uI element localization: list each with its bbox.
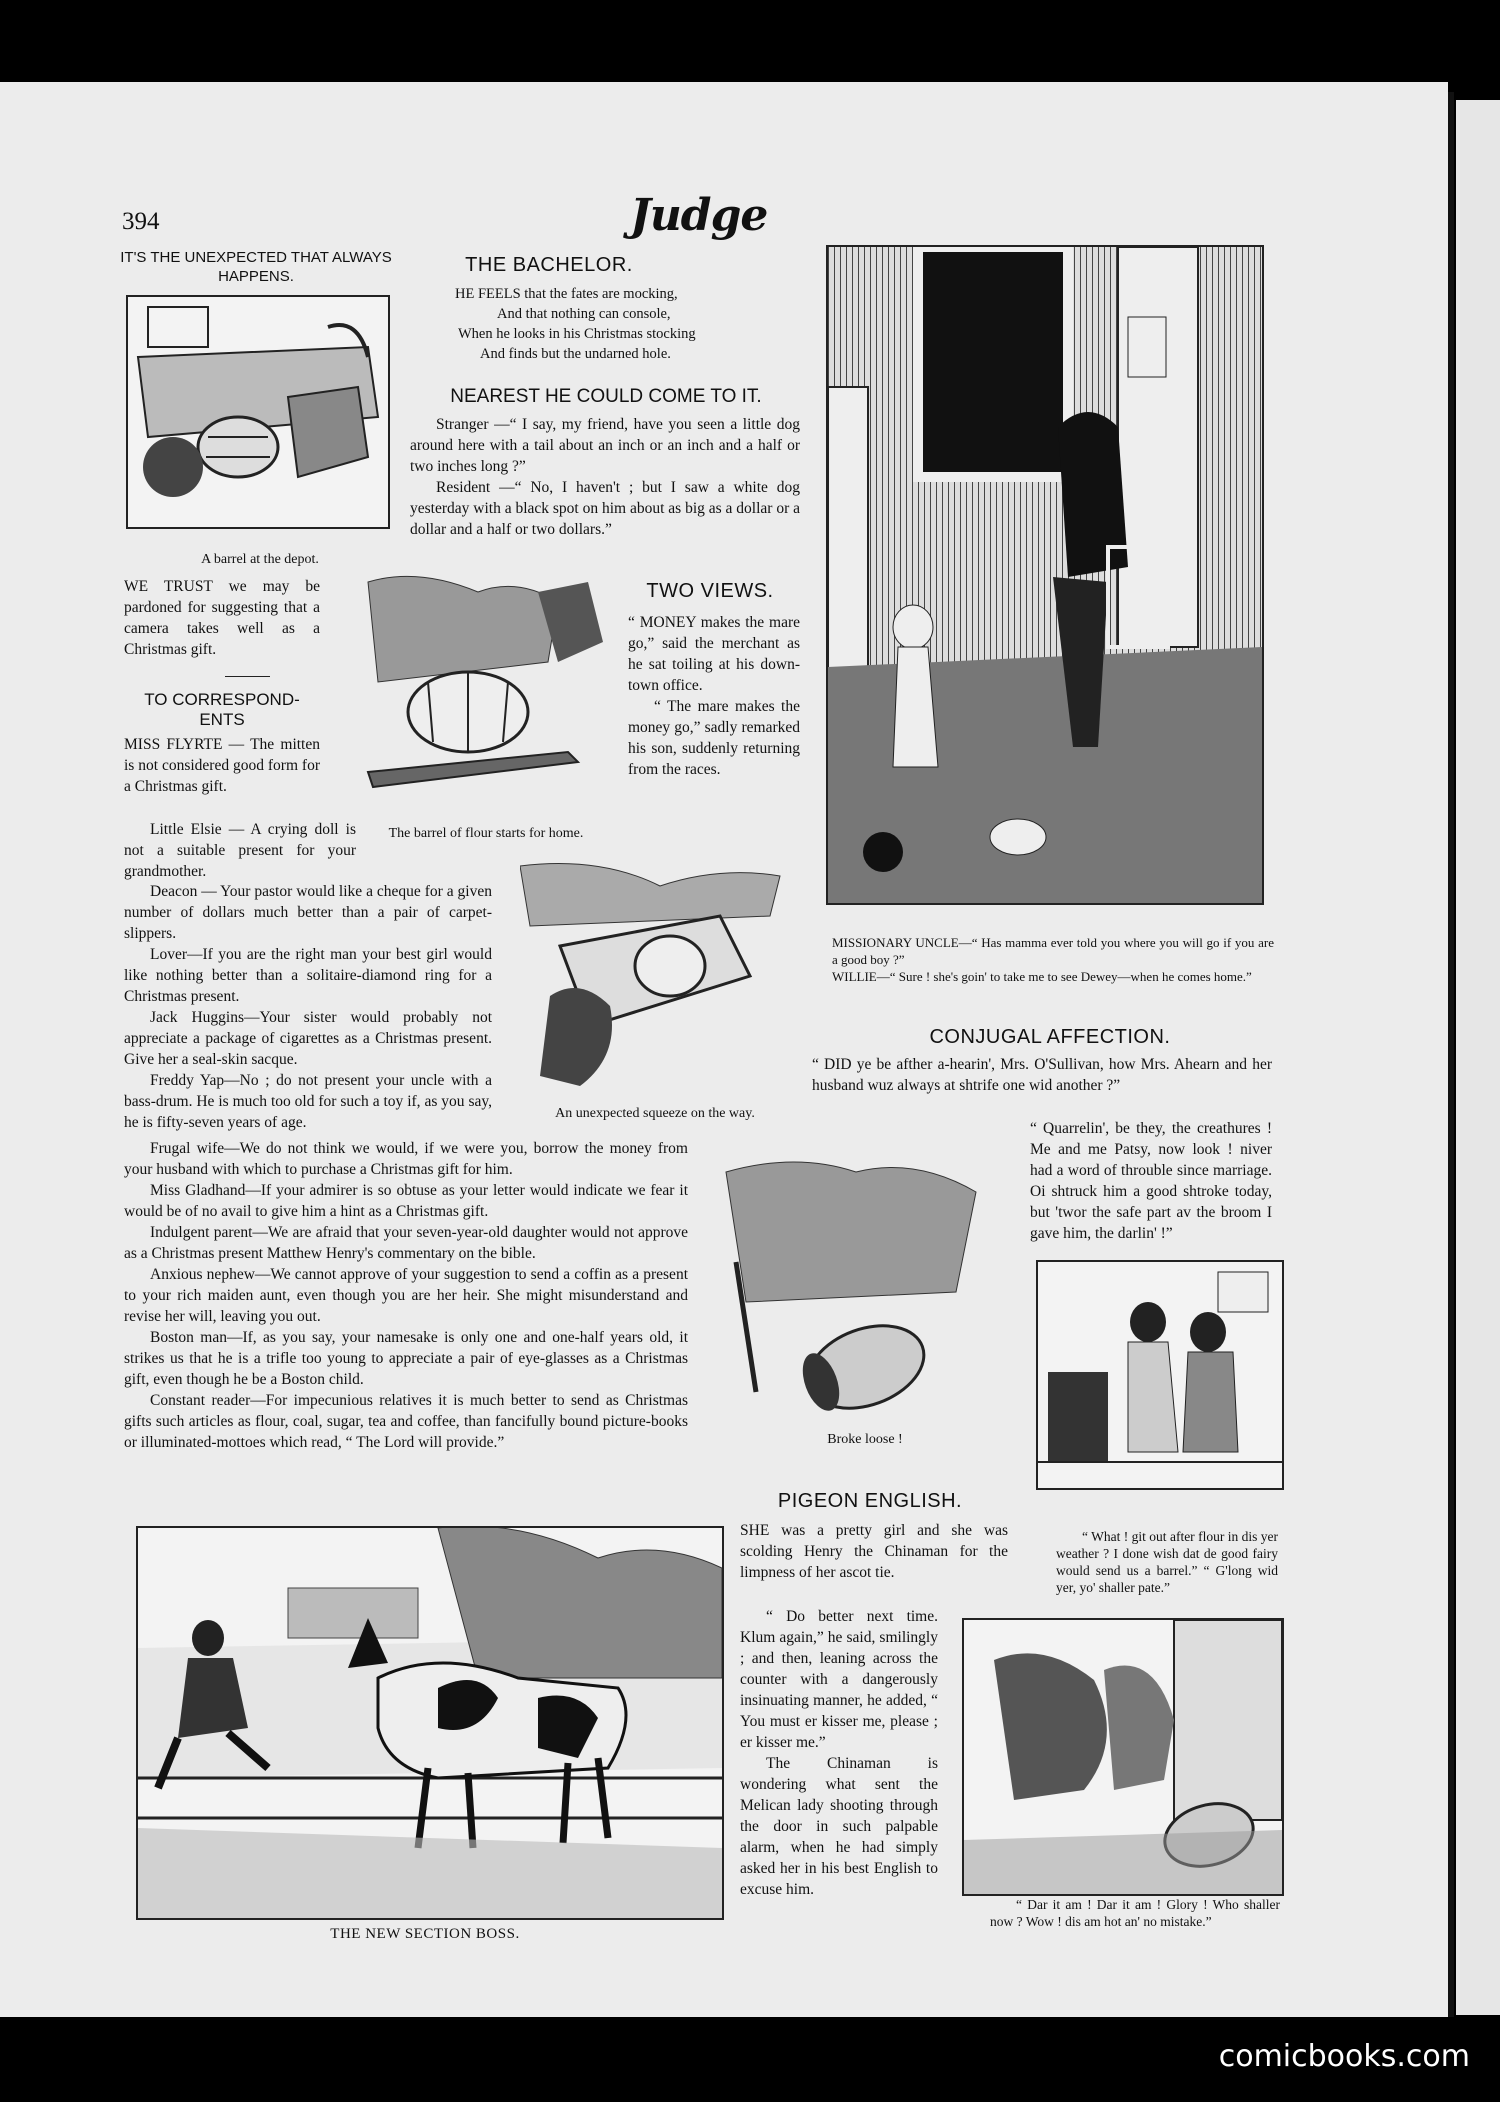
left-heading: IT'S THE UNEXPECTED THAT ALWAYS HAPPENS. — [120, 249, 392, 285]
caption-barrel-depot: A barrel at the depot. — [201, 552, 319, 567]
barrel-arrival-illustration — [962, 1618, 1284, 1896]
section-boss-drawing — [138, 1528, 722, 1918]
nearest-body — [410, 414, 800, 540]
flour-sled-drawing — [358, 572, 608, 812]
corr-block-upper — [124, 881, 492, 1133]
next-page-edge — [1456, 100, 1500, 2015]
corr-elsie: Little Elsie — A crying doll is not a suitable present for your grandmother. — [124, 821, 356, 880]
corr-constant: Constant reader—For impecunious relatives it is much better to send as Christmas gifts such articles as flour, coal, sugar, tea and coffee, than fancifully bound picture-books or illuminated-mottoes which read, “ The Lord will provide.” — [124, 1392, 688, 1451]
page-gutter — [1448, 92, 1454, 2017]
two-views-body — [628, 612, 800, 780]
section-boss-illustration — [136, 1526, 724, 1920]
pigeon-p1: SHE was a pretty girl and she was scolding Henry the Chinaman for the limpness of her ascot tie. — [740, 1522, 1008, 1581]
pigeon-p2: “ Do better next time. Klum again,” he said, smilingly ; and then, leaning across the counter with a dangerously insinuating manner, he added, “ You must er kisser me, please ; er kisser me.” — [740, 1608, 938, 1751]
corr-frugal: Frugal wife—We do not think we would, if we were you, borrow the money from your husband with which to purchase a Christmas gift for him. — [124, 1140, 688, 1178]
missionary-uncle-line: MISSIONARY UNCLE—“ Has mamma ever told you where you will go if you are a good boy ?” — [832, 935, 1274, 967]
kitchen-drawing — [1038, 1262, 1282, 1488]
caption-section-boss: THE NEW SECTION BOSS. — [330, 1926, 520, 1942]
two-views-heading: TWO VIEWS. — [646, 580, 774, 602]
conjugal-p2: “ Quarrelin', be they, the creathures ! Me and me Patsy, now look ! niver had a word of throuble since marriage. Oi shtruck him a good shtroke today, but 'twor the safe part av the broom I gave him, the darlin' !” — [1030, 1120, 1272, 1242]
corr-indulgent: Indulgent parent—We are afraid that your seven-year-old daughter would not approve as a Christmas present Matthew Henry's commentary on the bible. — [124, 1224, 688, 1262]
corr-jack: Jack Huggins—Your sister would probably not appreciate a package of cigarettes as a Christmas present. Give her a seal-skin sacque. — [124, 1009, 492, 1068]
caption-flour-home: The barrel of flour starts for home. — [388, 826, 584, 841]
pigeon-heading: PIGEON ENGLISH. — [777, 1490, 963, 1512]
caption-broke-loose: Broke loose ! — [827, 1432, 903, 1447]
corr-freddy: Freddy Yap—No ; do not present your uncle with a bass-drum. He is much too old for such a toy if, as you say, he is fifty-seven years of age. — [124, 1072, 492, 1131]
nearest-stranger: Stranger —“ I say, my friend, have you seen a little dog around here with a tail about an inch or an inch and a half or two inches long ?” — [410, 416, 800, 475]
squeeze-drawing — [520, 856, 790, 1106]
corr-deacon: Deacon — Your pastor would like a cheque for a given number of dollars much better than a pair of carpet-slippers. — [124, 883, 492, 942]
corr-lover: Lover—If you are the right man your best girl would like nothing better than a solitaire-diamond ring for a Christmas present. — [124, 946, 492, 1005]
flour-sled-illustration — [358, 572, 608, 812]
dar-caption: “ Dar it am ! Dar it am ! Glory ! Who shaller now ? Wow ! dis am hot an' no mistake.” — [990, 1897, 1280, 1929]
conjugal-heading: CONJUGAL AFFECTION. — [929, 1026, 1171, 1048]
conjugal-p1: “ DID ye be afther a-hearin', Mrs. O'Sullivan, how Mrs. Ahearn and her husband wuz always at shtrife one wid another ?” — [812, 1056, 1272, 1094]
corr-boston: Boston man—If, as you say, your namesake is only one and one-half years old, it strikes us that he is a trifle too young to appreciate a pair of eye-glasses as a Christmas gift, even though he be a Boston child. — [124, 1329, 688, 1388]
two-views-p2: “ The mare makes the money go,” sadly remarked his son, suddenly returning from the races. — [628, 698, 800, 778]
nearest-resident: Resident —“ No, I haven't ; but I saw a white dog yesterday with a black spot on him about as big as a dollar or a dollar and a half or two dollars.” — [410, 479, 800, 538]
nearest-heading: NEAREST HE COULD COME TO IT. — [450, 386, 762, 407]
masthead-title: Judge — [630, 190, 768, 241]
broke-loose-drawing — [716, 1152, 1016, 1422]
caption-squeeze: An unexpected squeeze on the way. — [555, 1106, 755, 1121]
missionary-drawing — [828, 247, 1262, 903]
page-number: 394 — [122, 208, 160, 235]
divider-rule — [225, 676, 270, 677]
trust-paragraph: WE TRUST we may be pardoned for suggesting that a camera takes well as a Christmas gift. — [124, 578, 320, 658]
missionary-caption — [832, 934, 1274, 985]
bachelor-poem — [455, 284, 755, 364]
flour-dialogue-caption: “ What ! git out after flour in dis yer weather ? I done wish dat de good fairy would send us a barrel.” “ G'long wid yer, yo' shaller pate.” — [1056, 1529, 1278, 1595]
poem-line: When he looks in his Christmas stocking — [458, 326, 696, 342]
squeeze-illustration — [520, 856, 790, 1106]
pigeon-body — [740, 1606, 938, 1900]
corr-block-lower — [124, 1138, 688, 1453]
corr-gladhand: Miss Gladhand—If your admirer is so obtuse as your letter would indicate we fear it would be of no avail to give him a hint as a Christmas gift. — [124, 1182, 688, 1220]
poem-line: And finds but the undarned hole. — [480, 346, 671, 362]
missionary-illustration — [826, 245, 1264, 905]
pigeon-p3: The Chinaman is wondering what sent the Melican lady shooting through the door in such palpable alarm, when he had simply asked her in his best English to excuse him. — [740, 1755, 938, 1898]
poem-line: And that nothing can console, — [497, 306, 671, 322]
site-credit: comicbooks.com — [1218, 2039, 1470, 2074]
corr-flyrte: MISS FLYRTE — The mitten is not considered good form for a Christmas gift. — [124, 736, 320, 795]
poem-line: HE FEELS that the fates are mocking, — [455, 286, 678, 302]
bachelor-heading: THE BACHELOR. — [465, 254, 633, 276]
corr-nephew: Anxious nephew—We cannot approve of your suggestion to send a coffin as a present to your rich maiden aunt, even though you are her heir. She might misunderstand and revise her will, leaving you out. — [124, 1266, 688, 1325]
willie-line: WILLIE—“ Sure ! she's goin' to take me to see Dewey—when he comes home.” — [832, 969, 1252, 984]
barrel-depot-illustration — [126, 295, 390, 529]
two-views-p1: “ MONEY makes the mare go,” said the merchant as he sat toiling at his down-town office. — [628, 614, 800, 694]
kitchen-illustration — [1036, 1260, 1284, 1490]
barrel-depot-drawing — [128, 297, 388, 527]
broke-loose-illustration — [716, 1152, 1016, 1422]
correspondents-heading: TO CORRESPOND-ENTS — [144, 690, 300, 729]
barrel-arrival-drawing — [964, 1620, 1282, 1894]
